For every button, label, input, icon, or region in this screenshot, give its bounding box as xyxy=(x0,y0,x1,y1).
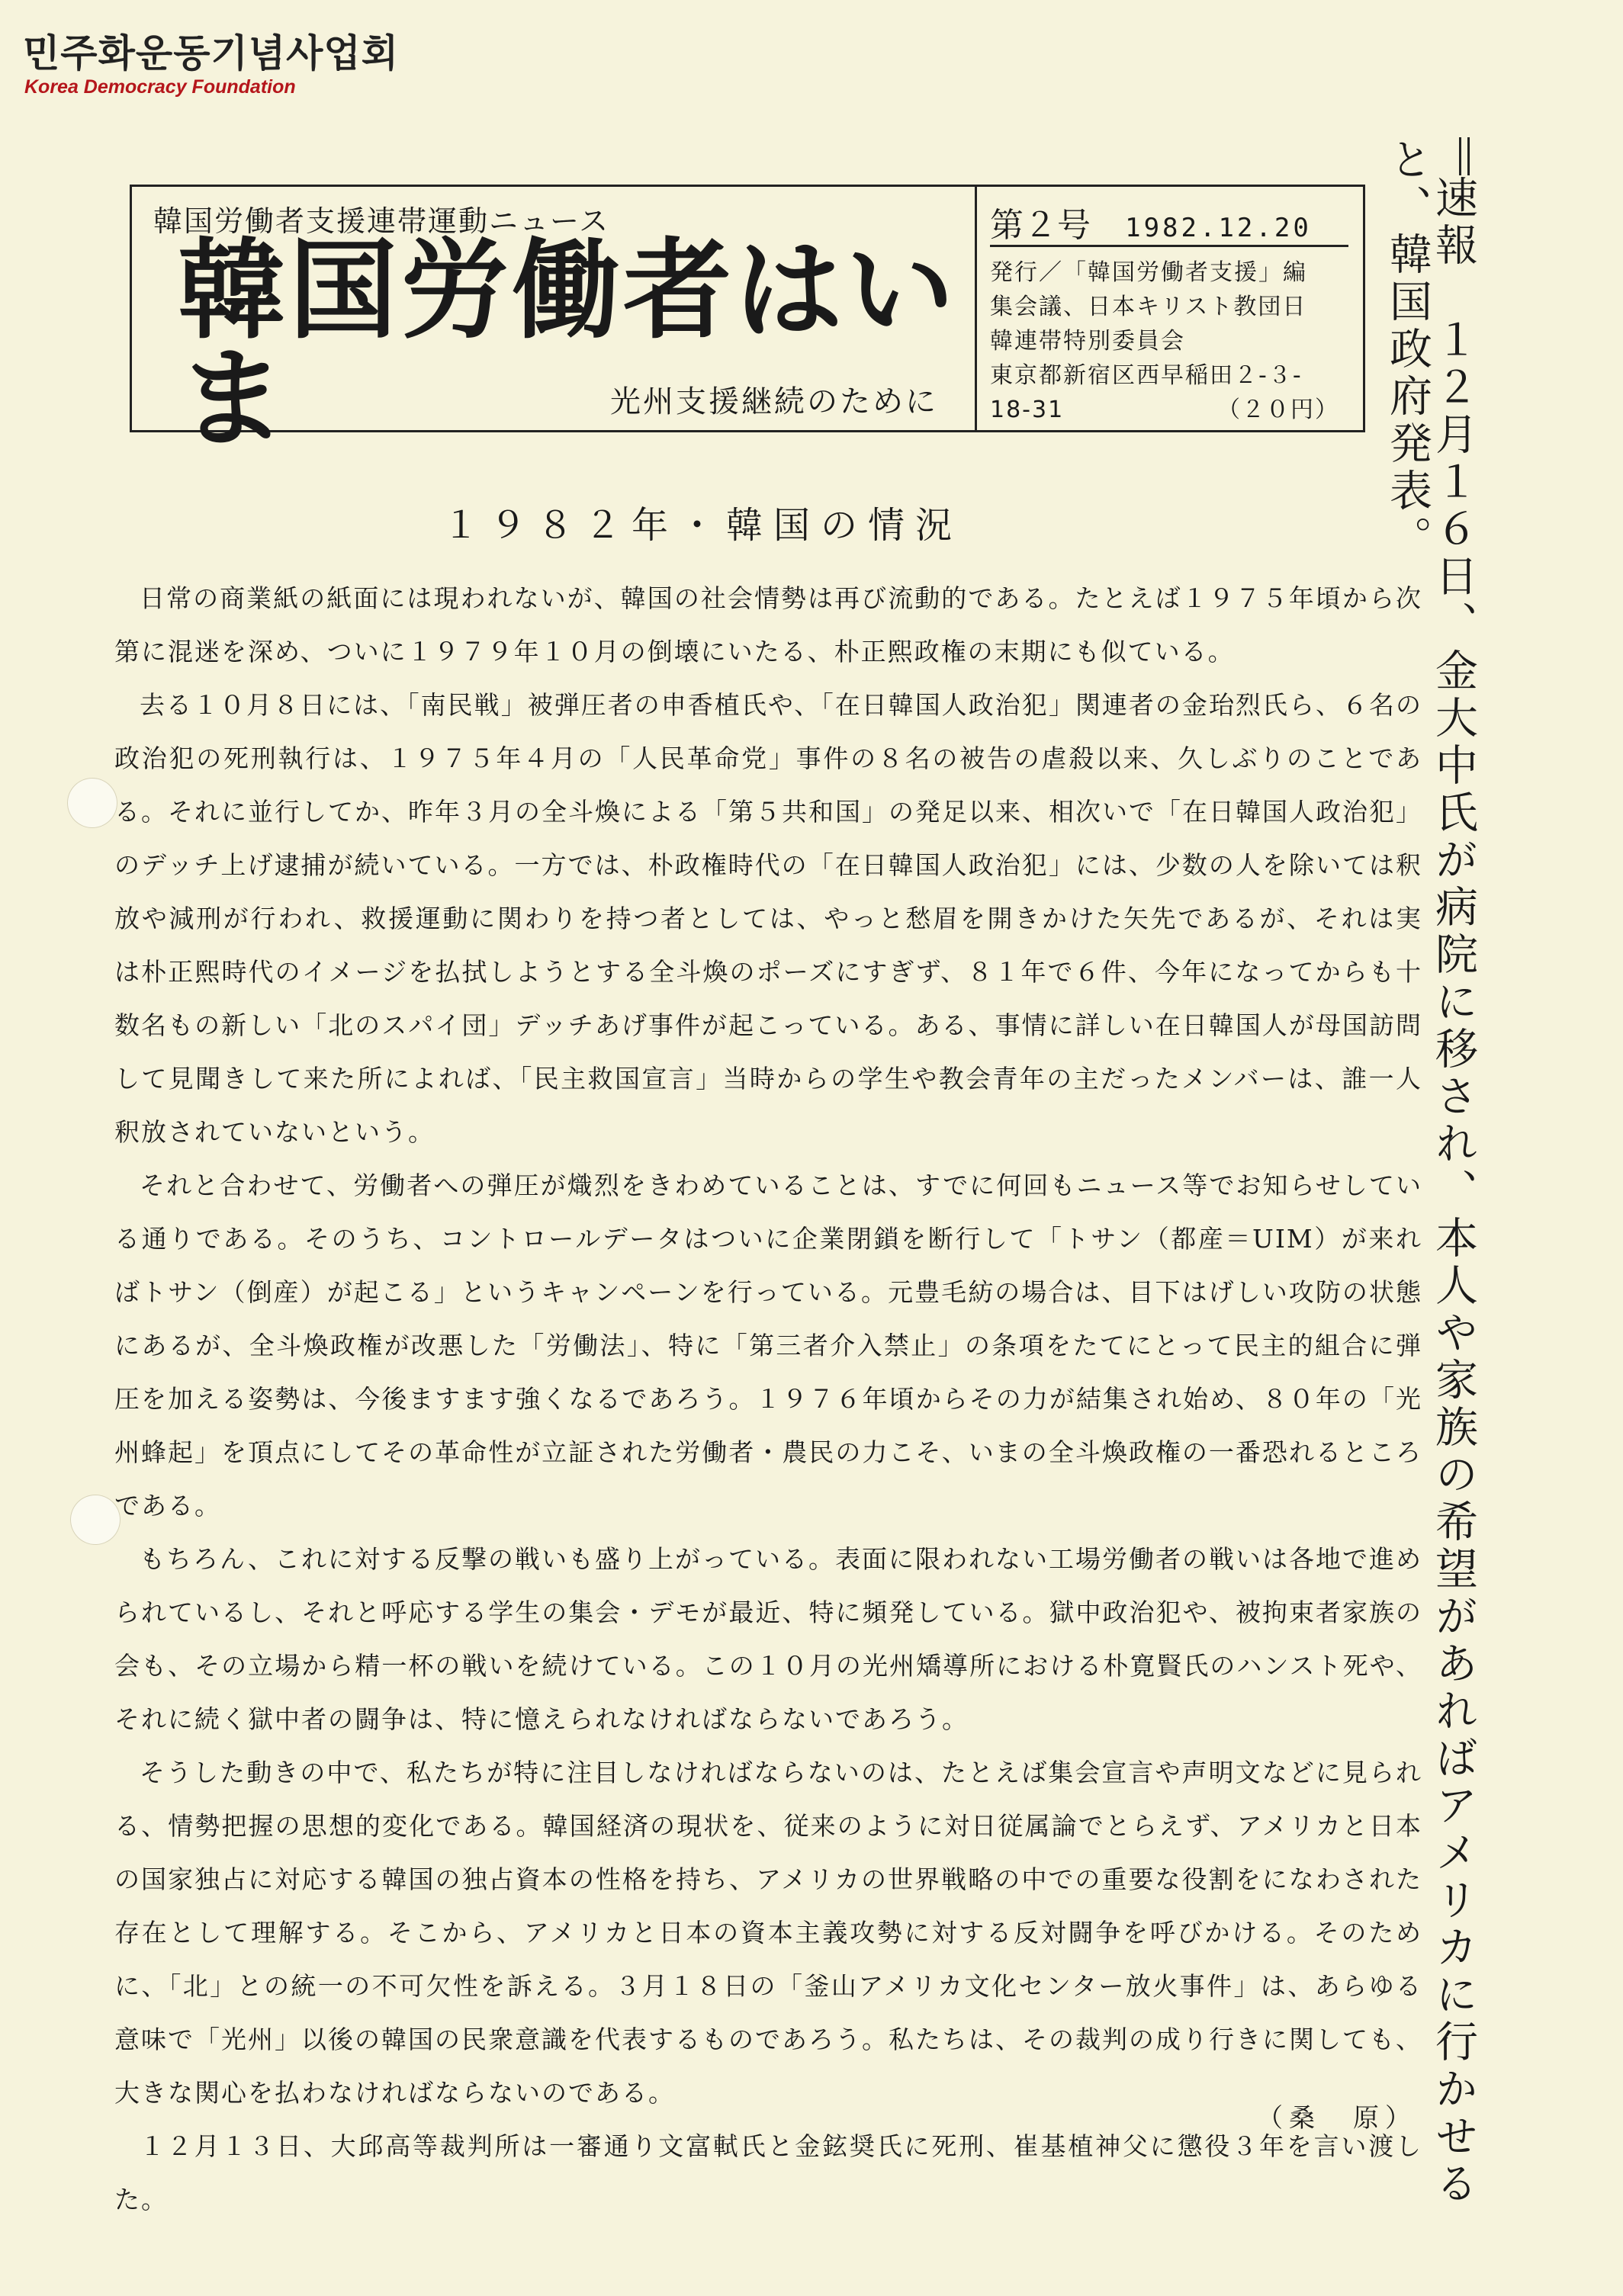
masthead xyxy=(130,185,1365,462)
masthead-info-block xyxy=(990,187,1348,430)
article-paragraph: そうした動きの中で、私たちが特に注目しなければならないのは、たとえば集会宣言や声明文などに見られる、情勢把握の思想的変化である。韓国経済の現状を、従来のように対日従属論でとらえず、アメリカと日本の国家独占に対応する韓国の独占資本の性格を持ち、アメリカの世界戦略の中での重要な役割をになわされた存在として理解する。そこから、アメリカと日本の資本主義攻勢に対する反対闘争を呼びかける。そのために、「北」との統一の不可欠性を訴える。３月１８日の「釜山アメリカ文化センター放火事件」は、あらゆる意味で「光州」以後の韓国の民衆意識を代表するものであろう。私たちは、その裁判の成り行きに関しても、大きな関心を払わなければならないのである。 xyxy=(114,1758,1422,2108)
article-body xyxy=(114,572,1422,2227)
issue-date: 1982.12.20 xyxy=(1125,213,1312,243)
article-paragraph: それと合わせて、労働者への弾圧が熾烈をきわめていることは、すでに何回もニュース等でお知らせしている通りである。そのうち、コントロールデータはついに企業閉鎖を断行して「トサン（都産＝UIM）が来ればトサン（倒産）が起こる」というキャンペーンを行っている。元豊毛紡の場合は、目下はげしい攻防の状態にあるが、全斗煥政権が改悪した「労働法」、特に「第三者介入禁止」の条項をたてにとって民主的組合に弾圧を加える姿勢は、今後ますます強くなるであろう。１９７６年頃からその力が結集され始め、８０年の「光州蜂起」を頂点にしてその革命性が立証された労働者・農民の力こそ、いまの全斗煥政権の一番恐れるところである。 xyxy=(114,1170,1422,1520)
article-title: １９８２年・韓国の情況 xyxy=(442,504,963,547)
article-paragraph: もちろん、これに対する反撃の戦いも盛り上がっている。表面に限われない工場労働者の戦いは各地で進められているし、それと呼応する学生の集会・デモが最近、特に頻発している。獄中政治犯や、被拘束者家族の会も、その立場から精一杯の戦いを続けている。この１０月の光州矯導所における朴寛賢氏のハンスト死や、それに続く獄中者の闘争は、特に憶えられなければならないであろう。 xyxy=(114,1544,1422,1734)
article-paragraph: 去る１０月８日には、「南民戦」被弾圧者の申香植氏や、「在日韓国人政治犯」関連者の金珆烈氏ら、６名の政治犯の死刑執行は、１９７５年４月の「人民革命党」事件の８名の被告の虐殺以来、久しぶりのことである。それに並行してか、昨年３月の全斗煥による「第５共和国」の発足以来、相次いで「在日韓国人政治犯」のデッチ上げ逮捕が続いている。一方では、朴政権時代の「在日韓国人政治犯」には、少数の人を除いては釈放や減刑が行われ、救援運動に関わりを持つ者としては、やっと愁眉を開きかけた矢先であるが、それは実は朴正熙時代のイメージを払拭しようとする全斗煥のポーズにすぎず、８１年で６件、今年になってからも十数名もの新しい「北のスパイ団」デッチあげ事件が起こっている。ある、事情に詳しい在日韓国人が母国訪問して見聞きして来た所によれば、「民主救国宣言」当時からの学生や教会青年の主だったメンバーは、誰一人釈放されていないという。 xyxy=(114,690,1422,1147)
publisher-line: 東京都新宿区西早稲田２-３- xyxy=(990,362,1303,389)
newsletter-subtitle: 光州支援継続のために xyxy=(610,384,938,419)
publisher-info xyxy=(990,255,1348,427)
publisher-line: 発行／「韓国労働者支援」編 xyxy=(990,259,1307,286)
foundation-logo-english: Korea Democracy Foundation xyxy=(24,76,296,98)
bulletin-text: 速報 １２月１６日、金大中氏が病院に移され、本人や家族の希望があればアメリカに行かせると、韓国政府発表。 xyxy=(1383,137,1478,2208)
masthead-title-block xyxy=(132,187,975,462)
price: （２０円） xyxy=(1217,397,1339,423)
publisher-line: 集会議、日本キリスト教団日 xyxy=(990,294,1307,320)
issue-line xyxy=(990,197,1348,247)
publisher-line: 18-31 xyxy=(990,397,1065,423)
foundation-logo-korean: 민주화운동기념사업회 xyxy=(23,31,399,75)
punch-hole-top xyxy=(67,778,117,828)
publisher-line: 韓連帯特別委員会 xyxy=(990,328,1185,355)
punch-hole-bottom xyxy=(70,1495,121,1545)
newsletter-title: 韓国労働者はいま xyxy=(178,228,957,462)
bulletin-vertical xyxy=(1383,137,1478,2296)
article-paragraph: １２月１３日、大邱高等裁判所は一審通り文富軾氏と金鉉奨氏に死刑、崔基植神父に懲役３年を言い渡した。 xyxy=(114,2131,1422,2214)
bulletin-rule-icon xyxy=(1459,137,1470,175)
author-signature: （桑 原） xyxy=(1257,2103,1417,2134)
publisher-line-last xyxy=(990,393,1348,427)
series-name: 韓国労働者支援連帯運動ニュース xyxy=(153,204,610,238)
article-paragraph: 日常の商業紙の紙面には現われないが、韓国の社会情勢は再び流動的である。たとえば１９７５年頃から次第に混迷を深め、ついに１９７９年１０月の倒壊にいたる、朴正熙政権の末期にも似ている。 xyxy=(114,583,1422,666)
masthead-divider xyxy=(975,187,977,430)
issue-number: 第２号 xyxy=(990,206,1091,245)
